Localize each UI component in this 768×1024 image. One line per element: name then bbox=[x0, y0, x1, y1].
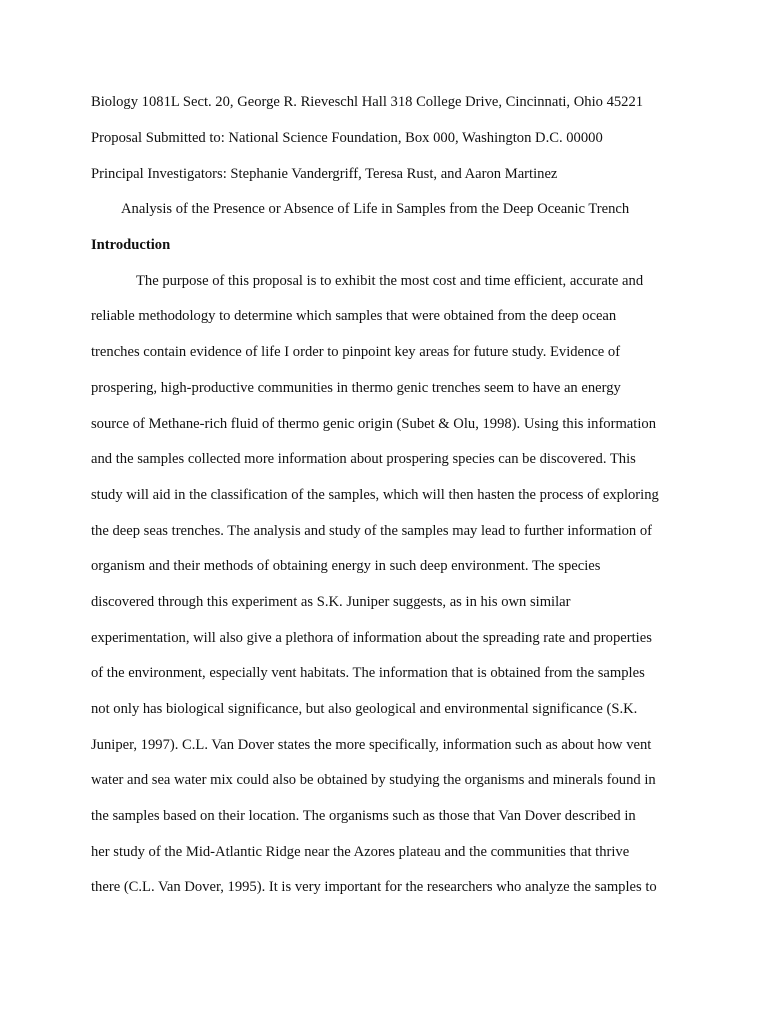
body-line: the deep seas trenches. The analysis and study of the samples may lead to further information of bbox=[91, 523, 653, 539]
body-line: organism and their methods of obtaining energy in such deep environment. The species bbox=[91, 558, 601, 574]
body-line: source of Methane-rich fluid of thermo genic origin (Subet & Olu, 1998). Using this information bbox=[91, 416, 656, 432]
body-line: study will aid in the classification of the samples, which will then hasten the process of exploring bbox=[91, 487, 659, 503]
submitted-line: Proposal Submitted to: National Science Foundation, Box 000, Washington D.C. 00000 bbox=[91, 130, 603, 146]
body-line: discovered through this experiment as S.K. Juniper suggests, as in his own similar bbox=[91, 594, 571, 610]
body-line: The purpose of this proposal is to exhibit the most cost and time efficient, accurate and bbox=[136, 273, 644, 289]
body-line: water and sea water mix could also be obtained by studying the organisms and minerals found in bbox=[91, 772, 656, 788]
body-line: her study of the Mid-Atlantic Ridge near the Azores plateau and the communities that thrive bbox=[91, 844, 630, 860]
body-line: the samples based on their location. The organisms such as those that Van Dover described in bbox=[91, 808, 636, 824]
body-line: and the samples collected more information about prospering species can be discovered. This bbox=[91, 451, 636, 467]
body-line: not only has biological significance, but also geological and environmental significance (S.K. bbox=[91, 701, 638, 717]
investigators-line: Principal Investigators: Stephanie Vandergriff, Teresa Rust, and Aaron Martinez bbox=[91, 166, 558, 182]
section-heading: Introduction bbox=[91, 237, 171, 253]
body-line: prospering, high-productive communities in thermo genic trenches seem to have an energy bbox=[91, 380, 621, 396]
course-line: Biology 1081L Sect. 20, George R. Rieveschl Hall 318 College Drive, Cincinnati, Ohio 45221 bbox=[91, 94, 644, 110]
document-title: Analysis of the Presence or Absence of Life in Samples from the Deep Oceanic Trench bbox=[121, 201, 630, 217]
body-line: experimentation, will also give a plethora of information about the spreading rate and properties bbox=[91, 630, 652, 646]
body-line: Juniper, 1997). C.L. Van Dover states the more specifically, information such as about how vent bbox=[91, 737, 652, 753]
body-line: of the environment, especially vent habitats. The information that is obtained from the samples bbox=[91, 665, 645, 681]
body-line: trenches contain evidence of life I order to pinpoint key areas for future study. Evidence of bbox=[91, 344, 621, 360]
body-line: reliable methodology to determine which samples that were obtained from the deep ocean bbox=[91, 308, 617, 324]
body-line: there (C.L. Van Dover, 1995). It is very important for the researchers who analyze the samples to bbox=[91, 879, 657, 895]
